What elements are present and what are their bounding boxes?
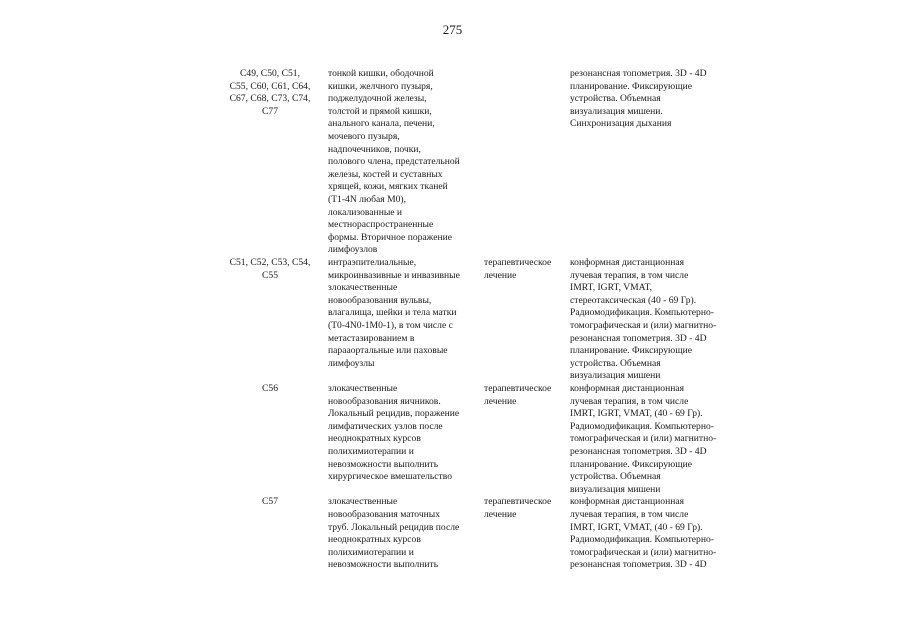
treatment-cell-line: терапевтическое (484, 496, 552, 508)
code-cell-line: C77 (262, 105, 278, 117)
diagnosis-cell-line: локализованные и (328, 206, 403, 218)
method-cell-line: томографическая и (или) магнитно- (570, 319, 717, 331)
method-cell (570, 257, 742, 383)
diagnosis-cell-line: неоднократных курсов (328, 534, 421, 546)
diagnosis-cell-line: хирургическое вмешательство (328, 471, 453, 483)
table-row (0, 496, 905, 572)
diagnosis-cell-line: метастазированием в (328, 332, 415, 344)
diagnosis-cell-line: полового члена, предстательной (328, 156, 460, 168)
method-cell (570, 68, 742, 131)
diagnosis-cell-line: формы. Вторичное поражение (328, 231, 452, 243)
diagnosis-cell-line: анального канала, печени, (328, 118, 435, 130)
method-cell (570, 383, 742, 496)
code-cell-line: C55 (262, 269, 278, 281)
diagnosis-cell-line: новообразования вульвы, (328, 294, 432, 306)
diagnosis-cell-line: местнораспространенные (328, 219, 434, 231)
table-row (0, 383, 905, 496)
diagnosis-cell-line: (T1-4N любая M0), (328, 193, 406, 205)
diagnosis-cell-line: влагалища, шейки и тела матки (328, 307, 457, 319)
method-cell-line: устройства. Объемная (570, 93, 661, 105)
diagnosis-cell-line: хрящей, кожи, мягких тканей (328, 181, 448, 193)
method-cell-line: планирование. Фиксирующие (570, 80, 692, 92)
diagnosis-cell-line: полихимиотерапии и (328, 546, 414, 558)
diagnosis-cell-line: поджелудочной железы, (328, 93, 427, 105)
method-cell-line: Синхронизация дыхания (570, 118, 672, 130)
method-cell-line: планирование. Фиксирующие (570, 345, 692, 357)
table-row (0, 68, 905, 257)
diagnosis-cell-line: лимфатических узлов после (328, 420, 443, 432)
code-cell (218, 68, 322, 118)
method-cell-line: резонансная топометрия. 3D - 4D (570, 445, 707, 457)
diagnosis-cell-line: интраэпителиальные, (328, 257, 417, 268)
code-cell-line: C49, C50, C51, (240, 68, 300, 79)
diagnosis-cell-line: кишки, желчного пузыря, (328, 80, 433, 92)
method-cell (570, 496, 742, 572)
method-cell-line: визуализация мишени. (570, 105, 663, 117)
method-cell-line: конформная дистанционная (570, 496, 685, 508)
diagnosis-cell-line: невозможности выполнить (328, 559, 439, 571)
method-cell-line: конформная дистанционная (570, 257, 685, 268)
diagnosis-cell-line: лимфоузлов (328, 244, 378, 256)
diagnosis-cell-line: толстой и прямой кишки, (328, 105, 432, 117)
diagnosis-cell-line: злокачественные (328, 383, 398, 394)
diagnosis-cell-line: лимфоузлы (328, 357, 375, 369)
method-cell-line: визуализация мишени (570, 370, 661, 382)
diagnosis-cell-line: полихимиотерапии и (328, 445, 414, 457)
diagnosis-cell-line: микроинвазивные и инвазивные (328, 269, 460, 281)
method-cell-line: IMRT, IGRT, VMAT, (40 - 69 Гр). (570, 408, 703, 420)
method-cell-line: резонансная топометрия. 3D - 4D (570, 68, 707, 79)
table-row (0, 257, 905, 383)
code-cell (218, 257, 322, 282)
diagnosis-cell-line: злокачественные (328, 282, 398, 294)
code-cell-line: C57 (262, 496, 278, 508)
method-cell-line: визуализация мишени (570, 483, 661, 495)
method-cell-line: томографическая и (или) магнитно- (570, 546, 717, 558)
treatment-cell-line: лечение (484, 395, 517, 407)
treatment-cell-line: терапевтическое (484, 257, 552, 268)
diagnosis-cell (328, 383, 480, 484)
treatment-cell-line: лечение (484, 508, 517, 520)
treatment-cell-line: терапевтическое (484, 383, 552, 394)
diagnosis-cell-line: Локальный рецидив, поражение (328, 408, 460, 420)
code-cell (218, 383, 322, 396)
diagnosis-cell-line: новообразования яичников. (328, 395, 441, 407)
treatment-cell (484, 496, 566, 521)
method-cell-line: лучевая терапия, в том числе (570, 395, 689, 407)
diagnosis-cell-line: труб. Локальный рецидив после (328, 521, 460, 533)
diagnosis-cell (328, 68, 480, 257)
code-cell (218, 496, 322, 509)
diagnosis-cell-line: (T0-4N0-1M0-1), в том числе с (328, 319, 453, 331)
diagnosis-cell-line: новообразования маточных (328, 508, 441, 520)
code-cell-line: C55, C60, C61, C64, (229, 80, 311, 92)
page-number: 275 (442, 22, 463, 37)
method-cell-line: резонансная топометрия. 3D - 4D (570, 332, 707, 344)
diagnosis-cell-line: невозможности выполнить (328, 458, 439, 470)
method-cell-line: планирование. Фиксирующие (570, 458, 692, 470)
treatment-cell (484, 383, 566, 408)
method-cell-line: Радиомодификация. Компьютерно- (570, 307, 714, 319)
diagnosis-cell-line: злокачественные (328, 496, 398, 508)
diagnosis-cell-line: железы, костей и суставных (328, 168, 443, 180)
method-cell-line: томографическая и (или) магнитно- (570, 433, 717, 445)
method-cell-line: лучевая терапия, в том числе (570, 508, 689, 520)
method-cell-line: Радиомодификация. Компьютерно- (570, 534, 714, 546)
method-cell-line: Радиомодификация. Компьютерно- (570, 420, 714, 432)
diagnosis-cell (328, 257, 480, 370)
code-cell-line: C67, C68, C73, C74, (229, 93, 311, 105)
document-table (0, 68, 905, 572)
diagnosis-cell-line: неоднократных курсов (328, 433, 421, 445)
diagnosis-cell-line: тонкой кишки, ободочной (328, 68, 434, 79)
method-cell-line: устройства. Объемная (570, 471, 661, 483)
diagnosis-cell (328, 496, 480, 572)
code-cell-line: C56 (262, 383, 278, 394)
method-cell-line: стереотаксическая (40 - 69 Гр). (570, 294, 697, 306)
method-cell-line: IMRT, IGRT, VMAT, (40 - 69 Гр). (570, 521, 703, 533)
diagnosis-cell-line: надпочечников, почки, (328, 143, 421, 155)
method-cell-line: устройства. Объемная (570, 357, 661, 369)
method-cell-line: резонансная топометрия. 3D - 4D (570, 559, 707, 571)
treatment-cell-line: лечение (484, 269, 517, 281)
method-cell-line: IMRT, IGRT, VMAT, (570, 282, 653, 294)
diagnosis-cell-line: мочевого пузыря, (328, 130, 400, 142)
treatment-cell (484, 257, 566, 282)
method-cell-line: лучевая терапия, в том числе (570, 269, 689, 281)
code-cell-line: C51, C52, C53, C54, (229, 257, 311, 268)
method-cell-line: конформная дистанционная (570, 383, 685, 394)
diagnosis-cell-line: парааортальные или паховые (328, 345, 448, 357)
